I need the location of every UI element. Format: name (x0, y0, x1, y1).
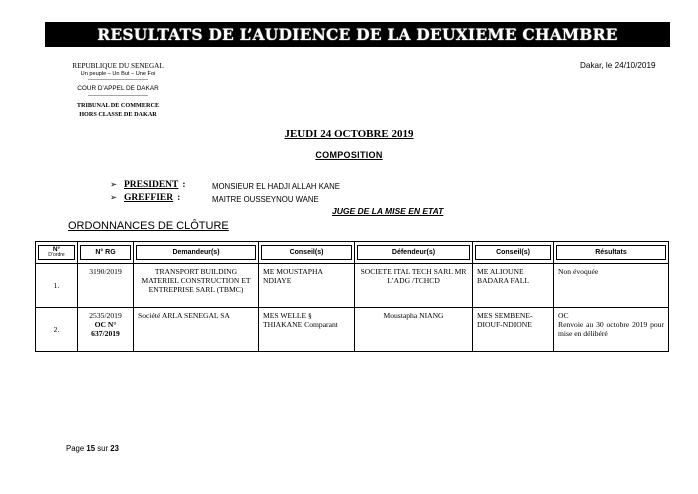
juge-title: JUGE DE LA MISE EN ETAT (332, 206, 444, 216)
greffier-role: ➢ GREFFIER : (110, 193, 181, 203)
greffier-name: MAITRE OUSSEYNOU WANE (212, 195, 319, 204)
row-conseil-2: ME ALIOUNE BADARA FALL (473, 264, 554, 308)
row-rg: 2535/2019 (89, 311, 122, 320)
header-conseil-2: Conseil(s) (473, 242, 554, 264)
separator-2: ------------------------------ (88, 93, 148, 99)
motto-label: Un peuple – Un But – Une Foi (80, 71, 156, 77)
footer-total: 23 (110, 444, 119, 453)
row-num: 2. (36, 308, 78, 352)
table-row (36, 308, 669, 352)
row-resultats: Non évoquée (554, 264, 669, 308)
row-demandeur: Société ARLA SENEGAL SA (134, 308, 259, 352)
section-title: ORDONNANCES DE CLÔTURE (68, 220, 229, 232)
president-role: ➢ PRESIDENT : (110, 180, 186, 190)
row-num: 1. (36, 264, 78, 308)
row-rg-cell (78, 308, 134, 352)
results-table (35, 241, 669, 352)
row-demandeur: TRANSPORT BUILDING MATERIEL CONSTRUCTION ET ENTREPRISE SARL (TBMC) (134, 264, 259, 308)
date-line: Dakar, le 24/10/2019 (580, 61, 656, 70)
row-conseil-2: MES SEMBENE-DIOUF-NDIONE (473, 308, 554, 352)
republique-label: REPUBLIQUE DU SENEGAL (72, 62, 164, 70)
arrow-bullet-icon: ➢ (110, 193, 118, 203)
row-resultats: OC (558, 311, 569, 320)
row-defendeur: Moustapha NIANG (355, 308, 473, 352)
page-footer (66, 444, 119, 453)
footer-prefix: Page (66, 444, 87, 453)
row-resultats-cell (554, 308, 669, 352)
composition-title: COMPOSITION (315, 150, 383, 160)
table-row (36, 264, 669, 308)
president-label: PRESIDENT (124, 180, 179, 190)
title-banner (45, 22, 670, 47)
table-header-row (36, 242, 669, 264)
header-num (36, 242, 78, 264)
hors-classe-label: HORS CLASSE DE DAKAR (79, 111, 157, 118)
row-resultats-detail: Renvoie au 30 octobre 2019 pour mise en délibéré (558, 320, 664, 339)
header-resultats: Résultats (554, 242, 669, 264)
footer-page: 15 (86, 444, 96, 453)
arrow-bullet-icon: ➢ (110, 180, 118, 190)
header-conseil-1: Conseil(s) (259, 242, 355, 264)
row-conseil-1: ME MOUSTAPHA NDIAYE (259, 264, 355, 308)
header-defendeur: Défendeur(s) (355, 242, 473, 264)
president-name: MONSIEUR EL HADJI ALLAH KANE (212, 182, 340, 191)
header-num-label: N° (52, 245, 61, 253)
header-num-sub: D’ordre (48, 252, 65, 259)
separator-1: ------------------------------ (88, 77, 148, 83)
row-conseil-1: MES WELLE § THIAKANE Comparant (259, 308, 355, 352)
header-rg: N° RG (78, 242, 134, 264)
greffier-label: GREFFIER (124, 193, 174, 203)
row-oc-number: OC N° 637/2019 (91, 320, 120, 339)
hearing-date: JEUDI 24 OCTOBRE 2019 (284, 128, 414, 140)
cour-label: COUR D’APPEL DE DAKAR (77, 85, 159, 92)
header-demandeur: Demandeur(s) (134, 242, 259, 264)
tribunal-label: TRIBUNAL DE COMMERCE (76, 102, 160, 109)
footer-middle: sur (95, 444, 111, 453)
row-rg: 3190/2019 (78, 264, 134, 308)
row-defendeur: SOCIETE ITAL TECH SARL MR L’ADG /TCHCD (355, 264, 473, 308)
banner-title: RESULTATS DE L’AUDIENCE DE LA DEUXIEME CHAMBRE (97, 25, 618, 44)
